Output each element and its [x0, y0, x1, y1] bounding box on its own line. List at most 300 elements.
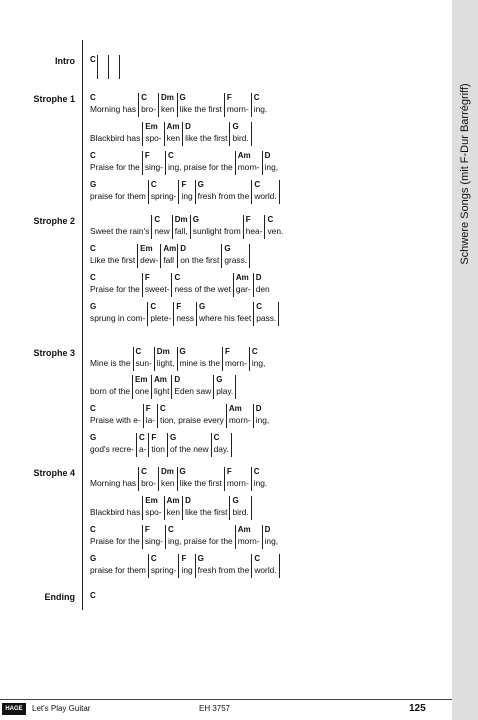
lyric-text: mine is the — [179, 358, 220, 368]
chord-line — [90, 215, 284, 239]
chord-symbol: G — [90, 433, 97, 442]
book-title: Let's Play Guitar — [32, 704, 91, 713]
chord-symbol: C — [253, 467, 260, 476]
measure — [213, 375, 234, 399]
chord-line — [90, 55, 129, 79]
chord-symbol: C — [267, 215, 274, 224]
chord-symbol: Am — [154, 375, 167, 384]
lyric-text: ing, — [251, 358, 266, 368]
publisher-logo: HAGE — [2, 703, 26, 715]
measure — [133, 347, 153, 371]
section-label: Ending — [44, 592, 75, 602]
lyric-text: fall — [163, 255, 175, 265]
chord-symbol — [90, 215, 150, 225]
measure — [90, 591, 96, 615]
measure — [249, 347, 267, 371]
chord-symbol: F — [151, 433, 157, 442]
measure — [221, 244, 248, 268]
chord-symbol: C — [154, 215, 161, 224]
measure — [90, 404, 142, 428]
measure — [173, 302, 195, 326]
chord-line — [90, 554, 289, 578]
lyric-text: Praise with e- — [90, 415, 141, 425]
lyric-text: Praise for the — [90, 162, 140, 172]
measure — [119, 55, 129, 79]
measure — [211, 433, 230, 457]
measure — [90, 180, 147, 204]
chord-symbol: C — [160, 404, 166, 413]
lyric-text: sweet- — [144, 284, 170, 294]
measure — [251, 122, 261, 146]
measure — [177, 467, 223, 491]
chord-symbol — [282, 180, 289, 190]
chord-symbol: G — [232, 122, 239, 131]
chord-symbol: D — [264, 151, 271, 160]
measure — [90, 525, 141, 549]
edition-code: EH 3757 — [199, 704, 231, 713]
chord-symbol: C — [256, 302, 262, 311]
measure — [253, 404, 271, 428]
section-label: Strophe 4 — [33, 468, 75, 478]
measure — [172, 215, 189, 239]
chord-symbol: F — [181, 180, 187, 189]
measure — [90, 467, 137, 491]
lyric-text: ness of the wet — [174, 284, 231, 294]
lyric-text: born of the — [90, 386, 131, 396]
measure — [138, 93, 157, 117]
lyric-text: bro- — [141, 104, 156, 114]
chord-symbol — [90, 122, 141, 132]
measure — [142, 151, 164, 175]
chord-line — [90, 151, 279, 175]
chord-symbol: Am — [228, 404, 242, 413]
lyric-text: like the first — [179, 478, 222, 488]
measure — [243, 215, 264, 239]
lyric-text: ken — [166, 507, 181, 517]
lyric-text: Sweet the rain's — [90, 226, 150, 236]
chord-symbol — [90, 375, 131, 385]
chord-symbol: Am — [235, 273, 249, 282]
measure — [90, 347, 132, 371]
measure — [253, 273, 271, 297]
lyric-text: la- — [145, 415, 156, 425]
chord-symbol: Em — [140, 244, 153, 253]
chord-symbol: F — [144, 151, 150, 160]
chord-line — [90, 244, 259, 268]
lyric-text: tion, praise every — [160, 415, 224, 425]
chord-symbol: C — [254, 554, 261, 563]
measure — [160, 244, 176, 268]
chord-symbol: Am — [237, 525, 251, 534]
chord-symbol: C — [253, 93, 260, 102]
measure — [195, 180, 251, 204]
chord-line — [90, 591, 96, 615]
chord-symbol: C — [141, 467, 147, 476]
chord-line — [90, 467, 268, 491]
measure — [136, 433, 147, 457]
measure — [148, 180, 178, 204]
measure — [165, 151, 234, 175]
lyric-text: ken — [166, 133, 181, 143]
measure — [142, 273, 171, 297]
chord-line — [90, 433, 241, 457]
lyric-text: ing. — [253, 478, 268, 488]
measure — [167, 433, 210, 457]
lyric-text: sprung in com- — [90, 313, 146, 323]
lyric-text: bird. — [232, 133, 249, 143]
measure — [229, 496, 249, 520]
chord-symbol: Am — [237, 151, 251, 160]
measure — [233, 273, 252, 297]
lyric-text: spring- — [150, 565, 177, 575]
measure — [262, 525, 280, 549]
lyric-text: spo- — [145, 507, 162, 517]
chord-symbol: G — [197, 554, 204, 563]
lyric-text: ken — [161, 104, 175, 114]
measure — [177, 93, 223, 117]
measure — [90, 433, 135, 457]
lyric-text: Praise for the — [90, 536, 140, 546]
lyric-text: world. — [254, 565, 277, 575]
measure — [278, 302, 288, 326]
chord-symbol: D — [255, 273, 262, 282]
lyric-text: where his feet — [199, 313, 252, 323]
lyric-text: ing, — [264, 536, 279, 546]
chord-line — [90, 273, 271, 297]
measure — [178, 180, 193, 204]
lyric-text: ing — [181, 191, 193, 201]
measure — [138, 467, 157, 491]
chord-symbol: C — [213, 433, 220, 442]
lyric-text: spo- — [145, 133, 162, 143]
measure — [158, 467, 176, 491]
chord-symbol: D — [185, 122, 191, 131]
lyric-text: Morning has — [90, 104, 137, 114]
chord-symbol: Dm — [156, 347, 170, 356]
chord-symbol — [90, 496, 141, 506]
section-label: Strophe 1 — [33, 94, 75, 104]
lyric-text: ing, — [255, 415, 270, 425]
measure — [90, 496, 141, 520]
measure — [264, 215, 284, 239]
lyric-text: ven. — [267, 226, 284, 236]
measure — [151, 215, 170, 239]
measure — [251, 467, 269, 491]
measure — [171, 375, 212, 399]
measure — [262, 151, 280, 175]
chord-symbol: G — [216, 375, 223, 384]
lyric-text: bro- — [141, 478, 156, 488]
measure — [171, 273, 231, 297]
chord-symbol: G — [90, 554, 97, 563]
chord-symbol: D — [255, 404, 262, 413]
lyric-text: ing, praise for the — [167, 536, 233, 546]
section-label: Intro — [55, 56, 75, 66]
chord-line — [90, 180, 289, 204]
lyric-text: day. — [213, 444, 229, 454]
measure — [229, 122, 249, 146]
measure — [90, 554, 147, 578]
chord-symbol: G — [232, 496, 239, 505]
chord-line — [90, 375, 245, 399]
chord-symbol: G — [179, 347, 186, 356]
measure — [182, 496, 228, 520]
measure — [90, 55, 96, 79]
chord-symbol: G — [199, 302, 206, 311]
lyric-text: Mine is the — [90, 358, 131, 368]
lyric-text: like the first — [179, 104, 222, 114]
measure — [148, 433, 166, 457]
chord-symbol: D — [264, 525, 271, 534]
lyric-text: sing- — [144, 162, 163, 172]
measure — [190, 215, 242, 239]
chord-line — [90, 496, 261, 520]
chord-symbol: Dm — [174, 215, 188, 224]
lyric-text: world. — [254, 191, 277, 201]
lyric-text: Praise for the — [90, 284, 140, 294]
chord-line — [90, 122, 261, 146]
chord-line — [90, 347, 266, 371]
chord-line — [90, 302, 288, 326]
lyric-text: ing, praise for the — [167, 162, 233, 172]
measure — [235, 375, 245, 399]
measure — [279, 554, 289, 578]
measure — [182, 122, 228, 146]
measure — [143, 404, 156, 428]
chord-symbol: D — [180, 244, 186, 253]
chord-symbol: C — [254, 180, 261, 189]
chord-symbol: F — [226, 93, 232, 102]
chord-symbol: Am — [166, 496, 180, 505]
measure — [165, 525, 234, 549]
measure — [90, 302, 146, 326]
chord-symbol: C — [251, 347, 258, 356]
lyric-text: spring- — [150, 191, 177, 201]
measure — [279, 180, 289, 204]
measure — [235, 525, 261, 549]
measure — [251, 180, 277, 204]
lyric-text: sunlight from — [192, 226, 241, 236]
chord-symbol: C — [90, 151, 96, 160]
measure — [132, 375, 150, 399]
measure — [90, 375, 131, 399]
lyric-text: a- — [138, 444, 147, 454]
chord-symbol: G — [192, 215, 199, 224]
chord-symbol: Am — [163, 244, 177, 253]
lyric-text: morn- — [228, 415, 251, 425]
lyric-text: dew- — [140, 255, 159, 265]
chord-symbol: C — [150, 180, 157, 189]
measure — [90, 273, 141, 297]
chord-line — [90, 93, 268, 117]
lyric-text: ing. — [253, 104, 268, 114]
chord-symbol: C — [150, 554, 157, 563]
chord-symbol — [281, 302, 288, 312]
measure — [222, 347, 248, 371]
chord-symbol: Am — [166, 122, 180, 131]
page-number: 125 — [409, 703, 426, 714]
lyric-text: plete- — [150, 313, 172, 323]
chord-symbol — [254, 122, 261, 132]
chord-symbol: C — [141, 93, 147, 102]
lyric-text: like the first — [185, 507, 228, 517]
measure — [90, 244, 136, 268]
lyric-text: morn- — [237, 162, 260, 172]
chord-symbol: F — [144, 525, 150, 534]
chord-symbol: G — [179, 467, 186, 476]
lyric-text: pass. — [256, 313, 277, 323]
measure — [251, 554, 277, 578]
lyric-text: ing, — [264, 162, 279, 172]
measure — [90, 151, 141, 175]
chord-symbol — [122, 55, 129, 65]
chord-symbol: F — [144, 273, 150, 282]
measure — [147, 302, 172, 326]
lyric-text: ken — [161, 478, 175, 488]
lyric-text: morn- — [237, 536, 260, 546]
chord-symbol: C — [90, 404, 96, 413]
measure — [142, 525, 164, 549]
measure — [151, 375, 170, 399]
lyric-text: morn- — [226, 104, 249, 114]
chord-symbol — [90, 347, 132, 357]
chord-symbol — [90, 467, 137, 477]
lyric-text: like the first — [185, 133, 228, 143]
measure — [251, 93, 269, 117]
measure — [224, 467, 250, 491]
measure — [158, 93, 176, 117]
chord-symbol: C — [90, 93, 96, 102]
measure — [90, 215, 150, 239]
chord-symbol: C — [174, 273, 181, 282]
chord-symbol: C — [90, 273, 96, 282]
chord-symbol: F — [176, 302, 182, 311]
measure — [137, 244, 159, 268]
lyric-text: Morning has — [90, 478, 137, 488]
measure — [97, 55, 107, 79]
measure — [154, 347, 176, 371]
lyric-text: sing- — [144, 536, 163, 546]
chord-symbol: Dm — [161, 93, 174, 102]
lyric-text: praise for them — [90, 565, 146, 575]
chord-symbol: Em — [145, 496, 158, 505]
lyric-text: praise for them — [90, 191, 146, 201]
lyric-text: ing — [181, 565, 193, 575]
measure — [90, 122, 141, 146]
measure — [157, 404, 225, 428]
chord-symbol: C — [167, 525, 174, 534]
chord-line — [90, 525, 279, 549]
chord-symbol: C — [90, 244, 96, 253]
chord-symbol: G — [169, 433, 177, 442]
chord-line — [90, 404, 270, 428]
chord-symbol — [238, 375, 245, 385]
label-divider — [82, 40, 83, 610]
chord-symbol: G — [224, 244, 231, 253]
chord-symbol: D — [185, 496, 191, 505]
chord-symbol — [252, 244, 259, 254]
measure — [148, 554, 178, 578]
measure — [177, 244, 220, 268]
chord-symbol: G — [90, 302, 97, 311]
measure — [108, 55, 118, 79]
side-tab-title: Schwere Songs (mit F-Dur Barrégriff) — [459, 83, 471, 265]
measure — [195, 554, 251, 578]
lyric-text: grass. — [224, 255, 248, 265]
measure — [249, 244, 259, 268]
measure — [177, 347, 222, 371]
lyric-text: Blackbird has — [90, 507, 141, 517]
section-label: Strophe 2 — [33, 216, 75, 226]
lyric-text: god's recre- — [90, 444, 134, 454]
measure — [164, 496, 182, 520]
lyric-text: bird. — [232, 507, 249, 517]
lyric-text: sun- — [135, 358, 152, 368]
chord-symbol: F — [181, 554, 187, 563]
chord-symbol: C — [150, 302, 157, 311]
lyric-text: one — [135, 386, 150, 396]
chord-symbol — [111, 55, 118, 65]
lyric-text: light — [154, 386, 170, 396]
chord-symbol: Em — [145, 122, 158, 131]
lyric-text: den — [255, 284, 270, 294]
lyric-text: morn- — [225, 358, 247, 368]
lyric-text: new — [154, 226, 170, 236]
measure — [235, 151, 261, 175]
lyric-text: tion — [151, 444, 165, 454]
measure — [178, 554, 193, 578]
lyric-text: light, — [156, 358, 175, 368]
chord-symbol: G — [179, 93, 186, 102]
lyric-text: ness — [176, 313, 195, 323]
chord-symbol: Dm — [161, 467, 174, 476]
measure — [164, 122, 182, 146]
chord-symbol — [282, 554, 289, 564]
measure — [196, 302, 252, 326]
chord-symbol — [254, 496, 261, 506]
lyric-text: Eden saw — [174, 386, 212, 396]
chord-symbol: C — [135, 347, 142, 356]
footer-rule — [0, 699, 452, 700]
lyric-text: fresh from the — [197, 565, 250, 575]
lyric-text: Like the first — [90, 255, 136, 265]
chord-symbol: F — [145, 404, 151, 413]
measure — [142, 496, 162, 520]
chord-symbol: F — [226, 467, 232, 476]
lyric-text: hea- — [245, 226, 263, 236]
chord-symbol: C — [90, 591, 96, 600]
chord-symbol: D — [174, 375, 181, 384]
chord-symbol: C — [138, 433, 145, 442]
section-label: Strophe 3 — [33, 348, 75, 358]
lyric-text: gar- — [235, 284, 251, 294]
chord-symbol: F — [245, 215, 251, 224]
measure — [142, 122, 162, 146]
measure — [224, 93, 250, 117]
lyric-text: fall, — [174, 226, 188, 236]
lyric-text: morn- — [226, 478, 249, 488]
measure — [90, 93, 137, 117]
chord-symbol: C — [167, 151, 174, 160]
measure — [226, 404, 252, 428]
measure — [253, 302, 277, 326]
measure — [251, 496, 261, 520]
chord-symbol — [100, 55, 107, 65]
chord-symbol: G — [197, 180, 204, 189]
lyric-text: on the first — [180, 255, 220, 265]
lyric-text: Blackbird has — [90, 133, 141, 143]
chord-symbol: Em — [135, 375, 148, 384]
